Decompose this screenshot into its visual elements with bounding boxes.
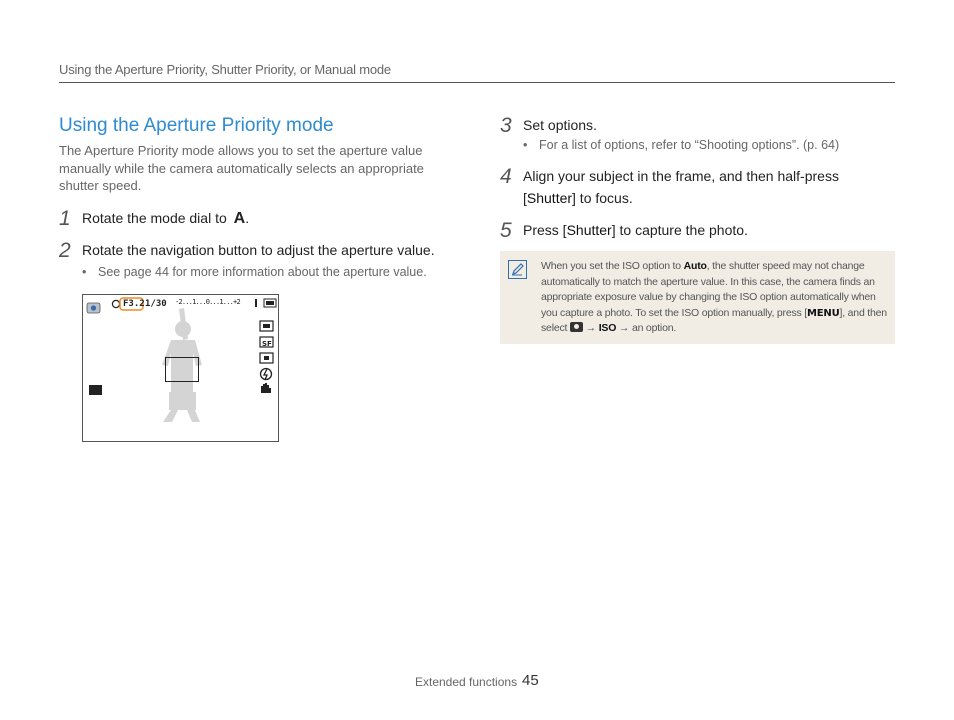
step-1-label: Rotate the mode dial to	[82, 210, 227, 226]
exposure-scale: -2...1...0...1...+2	[175, 298, 240, 306]
aperture-value: F3.2	[123, 299, 145, 309]
step-5-number: 5	[500, 219, 512, 242]
flash-icon	[261, 369, 272, 381]
step-3-text: Set options.	[523, 117, 597, 133]
step-4-number: 4	[500, 165, 512, 188]
note-part: → an option.	[616, 322, 677, 334]
step-3-bullet: • For a list of options, refer to “Shooting options”. (p. 64)	[523, 138, 840, 152]
focus-frame	[165, 357, 199, 382]
note-part: ], and then select	[541, 306, 887, 334]
step-5-text-b: ] to capture the photo.	[611, 222, 748, 238]
header-rule	[59, 82, 895, 83]
auto-option-label: Auto	[683, 260, 707, 272]
step-3-bullet-text: For a list of options, refer to “Shooting options”. (p. 64)	[539, 138, 840, 152]
shutter-value: 1/30	[145, 299, 167, 309]
step-2-number: 2	[59, 239, 71, 262]
note-arrow: →	[582, 322, 599, 334]
step-4-text-b: ] to focus.	[572, 190, 633, 206]
step-4-text	[523, 165, 873, 209]
camera-mode-icon	[87, 303, 100, 313]
quality-icon	[260, 337, 273, 348]
step-1-end: .	[245, 210, 250, 226]
ois-icon	[261, 383, 271, 393]
step-1-text	[82, 207, 249, 230]
running-header: Using the Aperture Priority, Shutter Priority, or Manual mode	[59, 62, 391, 77]
svg-text:SF: SF	[262, 340, 272, 348]
display-icon	[89, 385, 102, 395]
section-title: Using the Aperture Priority mode	[59, 115, 334, 136]
step-2-bullet-text: See page 44 for more information about the aperture value.	[98, 265, 427, 279]
step-5-text-a: Press [	[523, 222, 567, 238]
size-icon	[260, 321, 273, 331]
shutter-key-label: Shutter	[526, 190, 573, 206]
footer-section-label: Extended functions	[415, 675, 518, 689]
note-box	[500, 251, 895, 344]
note-part: When you set the ISO option to	[541, 260, 684, 272]
metering-icon	[260, 353, 273, 363]
camera-screen-illustration	[82, 294, 279, 442]
step-1-number: 1	[59, 207, 71, 230]
step-5-text	[523, 219, 748, 241]
note-part: , the shutter speed may not change automatically to match the aperture value. In this case, the camera finds an appropriate exposure value by changing the ISO option automatically when you capture a photo. To set the ISO option manually, press [	[541, 260, 876, 319]
iso-option-label: ISO	[598, 322, 617, 334]
menu-key-label: MENU	[807, 307, 840, 319]
timer-icon	[112, 300, 119, 307]
step-2-bullet: • See page 44 for more information about the aperture value.	[82, 265, 427, 279]
step-2-text: Rotate the navigation button to adjust the aperture value.	[82, 242, 435, 258]
battery-icon	[255, 299, 276, 307]
section-intro: The Aperture Priority mode allows you to set the aperture value manually while the camera automatically selects an appropriate shutter speed.	[59, 143, 424, 193]
page-number: 45	[522, 672, 539, 689]
shutter-key-label: Shutter	[566, 222, 612, 238]
camera-menu-icon	[570, 322, 583, 332]
aperture-mode-icon: A	[233, 210, 246, 227]
step-3-number: 3	[500, 114, 512, 137]
note-pencil-icon	[508, 260, 527, 279]
note-text	[541, 259, 887, 337]
step-4-text-a: Align your subject in the frame, and then half-press [	[523, 168, 839, 206]
